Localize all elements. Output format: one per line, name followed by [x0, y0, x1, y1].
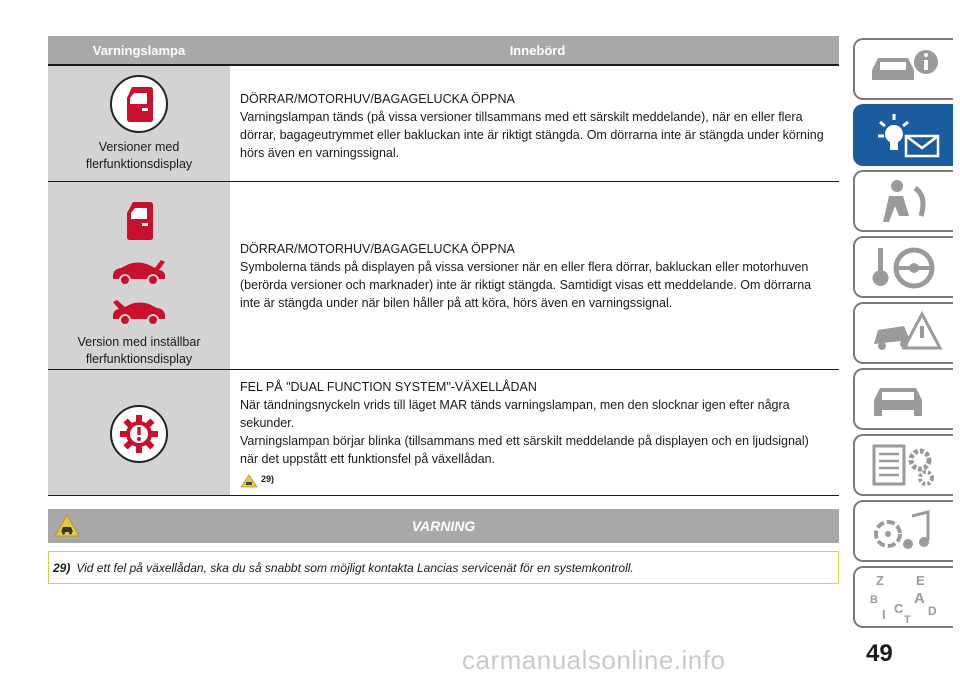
meaning-title: DÖRRAR/MOTORHUV/BAGAGELUCKA ÖPPNA	[240, 241, 515, 256]
table-row	[48, 182, 839, 370]
tab-index[interactable]	[853, 566, 953, 628]
gearbox-fault-icon	[110, 405, 168, 463]
warning-note	[48, 551, 839, 584]
tab-emergency[interactable]	[853, 302, 953, 364]
warning-light-cell	[48, 66, 230, 181]
watermark: carmanualsonline.info	[462, 645, 726, 675]
boot-open-icon	[109, 256, 169, 286]
meaning-cell	[230, 66, 839, 181]
svg-text:C: C	[894, 601, 904, 616]
svg-text:B: B	[870, 594, 878, 606]
meaning-cell	[230, 182, 839, 369]
page-number: 49	[866, 640, 893, 667]
warning-light-cell	[48, 370, 230, 495]
tab-car-info[interactable]	[853, 38, 953, 100]
tab-safety[interactable]	[853, 170, 953, 232]
tab-starting-driving[interactable]	[853, 236, 953, 298]
meaning-title: FEL PÅ "DUAL FUNCTION SYSTEM"-VÄXELLÅDAN	[240, 380, 537, 394]
table-row	[48, 370, 839, 496]
header-meaning: Innebörd	[509, 42, 566, 58]
warning-header	[48, 509, 839, 543]
warning-reference[interactable]	[240, 470, 829, 488]
multimedia-music-icon	[864, 506, 944, 556]
meaning-text: Varningslampan tänds (på vissa versioner tillsammans med ett särskilt meddelande), när en eller flera dörrar, bagageutrymmet eller bakluckan inte är riktigt stängda. Om dörrarna inte är stängda under körning hörs även en varningssignal.	[240, 110, 824, 160]
warning-lights-table	[48, 36, 839, 496]
header-warning-light: Varningslampa	[92, 42, 186, 58]
meaning-text: När tändningsnyckeln vrids till läget MAR tänds varningslampan, men den slocknar igen efter några sekunder.	[240, 398, 790, 430]
meaning-title: DÖRRAR/MOTORHUV/BAGAGELUCKA ÖPPNA	[240, 92, 515, 106]
warning-text: Vid ett fel på växellådan, ska du så snabbt som möjligt kontakta Lancias servicenät för en systemkontroll.	[76, 561, 634, 575]
specifications-gears-icon	[864, 440, 944, 490]
car-info-icon	[864, 46, 944, 92]
version-caption: Version med inställbar flerfunktionsdisplay	[77, 335, 201, 366]
warning-light-cell	[48, 182, 230, 369]
tab-warning-lights[interactable]	[853, 104, 953, 166]
passenger-airbag-icon	[869, 176, 939, 226]
door-open-warning-icon	[110, 75, 168, 133]
bonnet-open-icon	[109, 296, 169, 326]
meaning-cell	[230, 370, 839, 495]
svg-text:A: A	[914, 590, 925, 607]
reference-number: 29)	[261, 474, 275, 484]
key-steering-wheel-icon	[864, 242, 944, 292]
warning-triangle-icon	[240, 474, 258, 488]
car-service-icon	[864, 376, 944, 422]
table-row	[48, 66, 839, 182]
tab-technical-data[interactable]	[853, 434, 953, 496]
svg-text:Z: Z	[876, 573, 884, 588]
svg-text:E: E	[916, 573, 925, 588]
svg-text:I: I	[882, 607, 886, 622]
meaning-text: Symbolerna tänds på displayen på vissa versioner när en eller flera dörrar, bakluckan eller motorhuven (berörda versioner och marknader) inte är riktigt stängda. Samtidigt visas ett meddelande. Om dörrarna inte är stängda under när bilen håller på att köra, hörs även en varningssignal.	[240, 259, 812, 310]
chapter-tabs	[853, 38, 953, 632]
tab-maintenance[interactable]	[853, 368, 953, 430]
emergency-crash-icon	[864, 308, 944, 358]
warning-ref: 29)	[53, 561, 71, 575]
svg-text:D: D	[928, 604, 937, 618]
warning-title: VARNING	[411, 518, 476, 534]
svg-text:T: T	[904, 614, 911, 625]
version-caption: Versioner med flerfunktionsdisplay	[85, 139, 193, 171]
table-header	[48, 36, 839, 66]
door-open-display-icon	[124, 200, 154, 242]
tab-multimedia[interactable]	[853, 500, 953, 562]
warning-light-message-icon	[864, 110, 944, 160]
warning-car-icon	[54, 514, 80, 538]
meaning-text: Varningslampan börjar blinka (tillsammans med ett särskilt meddelande på displayen och en ljudsignal) när det uppstått ett funktionsfel på växellådan.	[240, 434, 809, 466]
alphabetical-index-icon	[864, 569, 944, 625]
